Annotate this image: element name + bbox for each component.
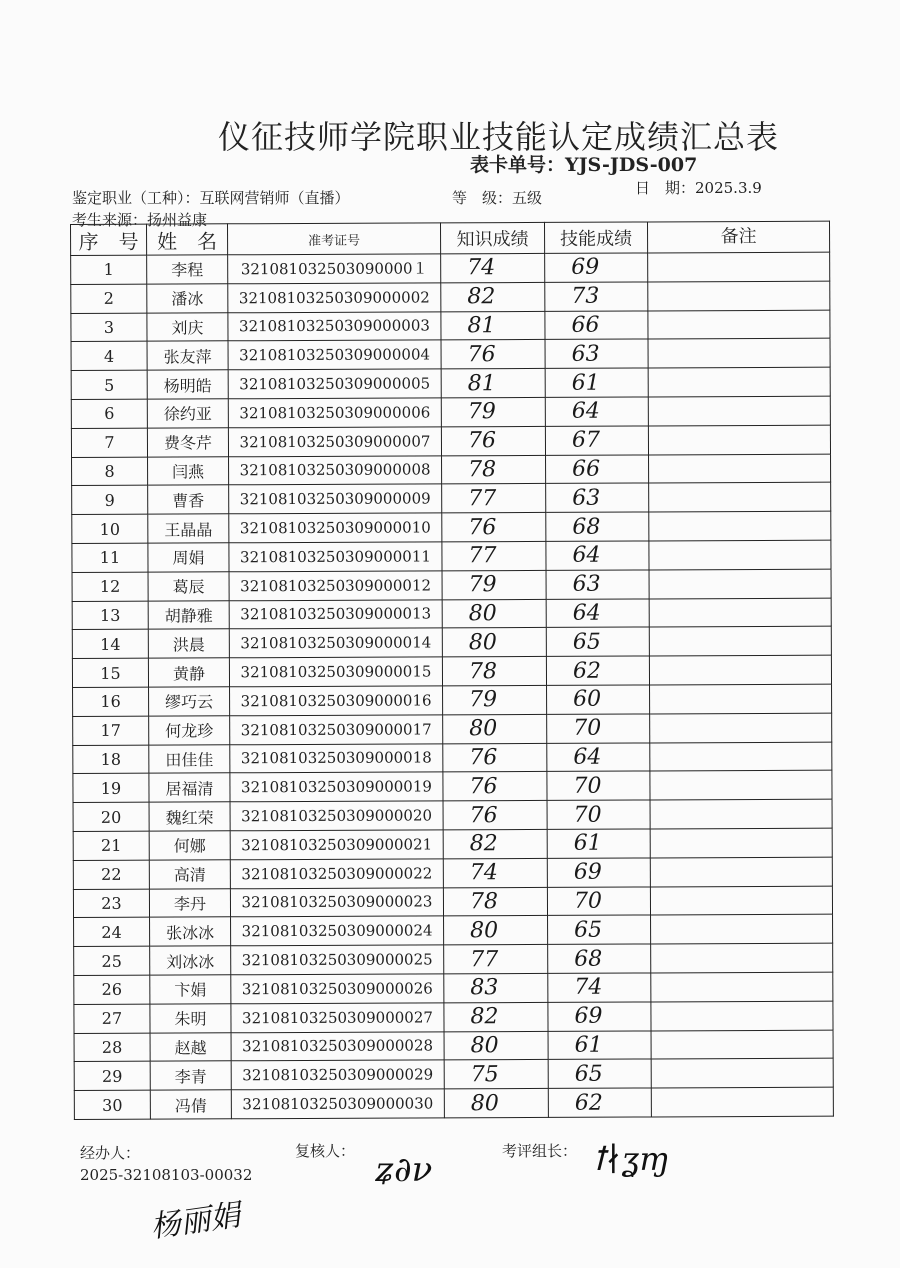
handler-signature: 杨丽娟 xyxy=(148,1197,243,1246)
row-remark xyxy=(651,943,833,973)
header-knowledge: 知识成绩 xyxy=(440,222,544,253)
row-skill-score: 62 xyxy=(548,1088,651,1117)
row-remark xyxy=(650,799,832,829)
row-exam-id: 32108103250309000027 xyxy=(231,1003,444,1033)
row-exam-id: 32108103250309000017 xyxy=(230,715,443,745)
row-skill-score: 65 xyxy=(548,1059,651,1088)
row-skill-score: 68 xyxy=(546,512,649,541)
row-knowledge-score: 76 xyxy=(443,772,547,801)
leader-label: 考评组长： xyxy=(502,1142,578,1160)
row-no: 7 xyxy=(71,428,147,457)
row-exam-id: 32108103250309000024 xyxy=(231,916,444,946)
table-row xyxy=(74,1030,833,1062)
row-skill-score: 63 xyxy=(545,339,648,368)
row-name: 费冬芹 xyxy=(147,428,228,457)
row-no: 28 xyxy=(74,1033,150,1062)
row-no: 24 xyxy=(74,917,150,946)
document-title: 仪征技师学院职业技能认定成绩汇总表 xyxy=(218,118,780,156)
table-row xyxy=(71,339,830,371)
row-skill-score: 66 xyxy=(545,311,648,340)
row-remark xyxy=(650,742,832,772)
row-no: 12 xyxy=(72,572,148,601)
row-skill-score: 66 xyxy=(546,455,649,484)
reviewer-label: 复核人： xyxy=(295,1142,356,1160)
row-skill-score: 63 xyxy=(546,570,649,599)
table-row xyxy=(73,799,832,831)
table-row xyxy=(71,396,830,428)
row-exam-id: 32108103250309000025 xyxy=(231,945,444,975)
row-remark xyxy=(648,252,830,282)
row-name: 冯倩 xyxy=(150,1090,231,1119)
table-row xyxy=(72,627,831,659)
row-remark xyxy=(648,281,830,311)
row-knowledge-score: 77 xyxy=(444,945,548,974)
row-no: 27 xyxy=(74,1004,150,1033)
row-remark xyxy=(650,886,832,916)
header-name: 姓 名 xyxy=(147,224,228,255)
row-remark xyxy=(648,339,830,369)
row-skill-score: 69 xyxy=(547,858,650,887)
table-row xyxy=(74,1087,833,1119)
row-name: 缪巧云 xyxy=(149,687,230,716)
row-knowledge-score: 79 xyxy=(442,570,546,599)
row-skill-score: 69 xyxy=(548,1002,651,1031)
row-remark xyxy=(650,713,832,743)
row-no: 10 xyxy=(72,514,148,543)
row-name: 田佳佳 xyxy=(149,744,230,773)
row-name: 潘冰 xyxy=(147,284,228,313)
row-skill-score: 64 xyxy=(547,743,650,772)
row-name: 王晶晶 xyxy=(148,514,229,543)
row-exam-id: 32108103250309000011 xyxy=(229,542,442,572)
row-remark xyxy=(651,1030,833,1060)
row-name: 闫燕 xyxy=(148,456,229,485)
row-knowledge-score: 80 xyxy=(444,1031,548,1060)
row-name: 张冰冰 xyxy=(150,917,231,946)
row-knowledge-score: 82 xyxy=(441,282,545,311)
row-skill-score: 70 xyxy=(547,800,650,829)
row-name: 居福清 xyxy=(149,773,230,802)
row-knowledge-score: 78 xyxy=(442,657,546,686)
row-name: 李丹 xyxy=(149,888,230,917)
table-row xyxy=(71,281,830,313)
row-name: 李程 xyxy=(147,255,228,284)
row-name: 黄静 xyxy=(148,658,229,687)
row-no: 17 xyxy=(73,716,149,745)
row-knowledge-score: 83 xyxy=(444,973,548,1002)
row-name: 曹香 xyxy=(148,485,229,514)
row-knowledge-score: 74 xyxy=(443,858,547,887)
table-row xyxy=(72,655,831,687)
occupation: 鉴定职业（工种）：互联网营销师（直播） xyxy=(72,189,350,207)
row-knowledge-score: 79 xyxy=(443,685,547,714)
row-knowledge-score: 80 xyxy=(444,1089,548,1118)
row-no: 11 xyxy=(72,543,148,572)
header-skill: 技能成绩 xyxy=(544,222,647,253)
row-remark xyxy=(651,972,833,1002)
row-no: 20 xyxy=(73,802,149,831)
row-exam-id: 32108103250309000005 xyxy=(228,369,441,399)
row-exam-id: 32108103250309000015 xyxy=(229,657,442,687)
row-no: 16 xyxy=(73,687,149,716)
row-name: 卞娟 xyxy=(150,975,231,1004)
row-knowledge-score: 80 xyxy=(443,714,547,743)
date: 日 期：2025.3.9 xyxy=(635,179,762,197)
row-exam-id: 32108103250309000030 xyxy=(231,1089,444,1119)
table-row xyxy=(72,569,831,601)
header-id: 准考证号 xyxy=(228,223,441,255)
row-no: 14 xyxy=(72,630,148,659)
row-no: 4 xyxy=(71,342,147,371)
row-remark xyxy=(649,655,831,685)
row-knowledge-score: 74 xyxy=(441,253,545,282)
table-row xyxy=(73,828,832,860)
row-exam-id: 32108103250309000016 xyxy=(230,686,443,716)
row-remark xyxy=(648,425,830,455)
row-remark xyxy=(649,627,831,657)
row-skill-score: 64 xyxy=(546,599,649,628)
row-name: 刘庆 xyxy=(147,312,228,341)
row-no: 6 xyxy=(71,399,147,428)
row-remark xyxy=(649,483,831,513)
row-remark xyxy=(649,454,831,484)
row-knowledge-score: 76 xyxy=(441,340,545,369)
row-knowledge-score: 81 xyxy=(441,311,545,340)
row-name: 魏红荣 xyxy=(149,802,230,831)
row-knowledge-score: 81 xyxy=(441,369,545,398)
row-skill-score: 60 xyxy=(547,685,650,714)
row-name: 何龙珍 xyxy=(149,716,230,745)
row-remark xyxy=(649,511,831,541)
row-no: 5 xyxy=(71,370,147,399)
table-row xyxy=(74,915,833,947)
row-name: 张友萍 xyxy=(147,341,228,370)
table-row xyxy=(71,252,830,284)
row-knowledge-score: 76 xyxy=(441,426,545,455)
row-skill-score: 61 xyxy=(547,829,650,858)
row-no: 29 xyxy=(74,1061,150,1090)
row-skill-score: 63 xyxy=(546,483,649,512)
candidate-source: 考生来源：扬州益康 xyxy=(72,211,208,229)
row-skill-score: 65 xyxy=(548,915,651,944)
row-skill-score: 70 xyxy=(547,887,650,916)
row-no: 30 xyxy=(74,1090,150,1119)
row-no: 21 xyxy=(73,831,149,860)
row-exam-id: 32108103250309000029 xyxy=(231,1060,444,1090)
row-no: 1 xyxy=(71,255,147,284)
row-exam-id: 32108103250309000003 xyxy=(228,311,441,341)
row-knowledge-score: 79 xyxy=(441,397,545,426)
table-row xyxy=(74,972,833,1004)
row-remark xyxy=(651,1058,833,1088)
row-exam-id: 32108103250309000018 xyxy=(230,743,443,773)
row-knowledge-score: 76 xyxy=(443,801,547,830)
table-row xyxy=(73,771,832,803)
row-remark xyxy=(651,1087,833,1117)
row-remark xyxy=(650,857,832,887)
row-exam-id: 32108103250309000002 xyxy=(228,283,441,313)
row-remark xyxy=(650,684,832,714)
row-skill-score: 69 xyxy=(545,253,648,282)
row-remark xyxy=(648,396,830,426)
row-name: 周娟 xyxy=(148,543,229,572)
row-no: 3 xyxy=(71,313,147,342)
row-exam-id: 32108103250309000020 xyxy=(230,801,443,831)
row-remark xyxy=(648,367,830,397)
row-knowledge-score: 76 xyxy=(443,743,547,772)
row-exam-id: 321081032503090000１ xyxy=(228,254,441,284)
row-skill-score: 62 xyxy=(546,656,649,685)
row-name: 高清 xyxy=(149,860,230,889)
table-row xyxy=(74,1001,833,1033)
row-no: 26 xyxy=(74,975,150,1004)
table-row xyxy=(72,598,831,630)
row-name: 赵越 xyxy=(150,1032,231,1061)
row-remark xyxy=(650,828,832,858)
row-exam-id: 32108103250309000023 xyxy=(230,887,443,917)
row-no: 8 xyxy=(72,457,148,486)
row-skill-score: 68 xyxy=(548,944,651,973)
row-exam-id: 32108103250309000009 xyxy=(229,484,442,514)
handler-label: 经办人： xyxy=(80,1144,141,1162)
row-skill-score: 70 xyxy=(547,714,650,743)
row-name: 胡静雅 xyxy=(148,600,229,629)
row-name: 洪晨 xyxy=(148,629,229,658)
row-knowledge-score: 76 xyxy=(442,513,546,542)
table-row xyxy=(73,713,832,745)
row-skill-score: 67 xyxy=(545,426,648,455)
table-row xyxy=(73,742,832,774)
row-exam-id: 32108103250309000006 xyxy=(228,398,441,428)
row-no: 22 xyxy=(73,860,149,889)
row-exam-id: 32108103250309000019 xyxy=(230,772,443,802)
row-name: 何娜 xyxy=(149,831,230,860)
table-row xyxy=(71,367,830,399)
row-remark xyxy=(649,598,831,628)
table-row xyxy=(73,886,832,918)
row-no: 2 xyxy=(71,284,147,313)
table-row xyxy=(72,454,831,486)
table-row xyxy=(74,1058,833,1090)
row-name: 刘冰冰 xyxy=(150,946,231,975)
header-no: 序 号 xyxy=(71,224,147,255)
row-exam-id: 32108103250309000014 xyxy=(229,628,442,658)
footer-code: 2025-32108103-00032 xyxy=(80,1166,253,1184)
card-number: 表卡单号：YJS-JDS-007 xyxy=(470,154,698,176)
row-name: 徐约亚 xyxy=(147,399,228,428)
row-knowledge-score: 80 xyxy=(442,628,546,657)
row-skill-score: 61 xyxy=(545,368,648,397)
row-knowledge-score: 82 xyxy=(444,1002,548,1031)
table-row xyxy=(71,425,830,457)
row-exam-id: 32108103250309000010 xyxy=(229,513,442,543)
row-exam-id: 32108103250309000004 xyxy=(228,340,441,370)
row-no: 25 xyxy=(74,946,150,975)
row-exam-id: 32108103250309000012 xyxy=(229,571,442,601)
row-name: 杨明皓 xyxy=(147,370,228,399)
row-skill-score: 64 xyxy=(546,541,649,570)
row-remark xyxy=(649,569,831,599)
row-no: 19 xyxy=(73,774,149,803)
row-remark xyxy=(650,771,832,801)
row-skill-score: 61 xyxy=(548,1030,651,1059)
row-knowledge-score: 75 xyxy=(444,1060,548,1089)
row-remark xyxy=(651,1001,833,1031)
row-skill-score: 70 xyxy=(547,771,650,800)
row-remark xyxy=(651,915,833,945)
reviewer-signature: ʑ∂ν xyxy=(375,1150,433,1190)
row-exam-id: 32108103250309000021 xyxy=(230,830,443,860)
row-knowledge-score: 78 xyxy=(442,455,546,484)
row-exam-id: 32108103250309000026 xyxy=(231,974,444,1004)
row-knowledge-score: 82 xyxy=(443,829,547,858)
row-knowledge-score: 77 xyxy=(442,541,546,570)
row-knowledge-score: 80 xyxy=(442,599,546,628)
row-name: 葛辰 xyxy=(148,572,229,601)
row-exam-id: 32108103250309000007 xyxy=(228,427,441,457)
row-exam-id: 32108103250309000008 xyxy=(229,455,442,485)
row-name: 李青 xyxy=(150,1061,231,1090)
table-row xyxy=(74,943,833,975)
leader-signature: ꝉ∤ʓɱ xyxy=(592,1140,670,1178)
row-skill-score: 73 xyxy=(545,282,648,311)
table-row xyxy=(73,684,832,716)
row-remark xyxy=(649,540,831,570)
row-skill-score: 74 xyxy=(548,973,651,1002)
row-no: 15 xyxy=(72,658,148,687)
row-no: 9 xyxy=(72,486,148,515)
row-exam-id: 32108103250309000028 xyxy=(231,1031,444,1061)
table-row xyxy=(72,540,831,572)
table-row xyxy=(72,483,831,515)
table-row xyxy=(72,511,831,543)
row-knowledge-score: 80 xyxy=(444,916,548,945)
row-no: 23 xyxy=(73,889,149,918)
scores-table xyxy=(70,221,834,1120)
row-skill-score: 64 xyxy=(545,397,648,426)
table-row xyxy=(71,310,830,342)
row-no: 13 xyxy=(72,601,148,630)
header-remark: 备注 xyxy=(647,221,829,253)
level: 等 级：五级 xyxy=(452,189,543,207)
row-exam-id: 32108103250309000013 xyxy=(229,599,442,629)
row-knowledge-score: 78 xyxy=(443,887,547,916)
row-knowledge-score: 77 xyxy=(442,484,546,513)
table-row xyxy=(73,857,832,889)
row-skill-score: 65 xyxy=(546,627,649,656)
row-name: 朱明 xyxy=(150,1004,231,1033)
table-header-row xyxy=(71,221,830,255)
row-remark xyxy=(648,310,830,340)
row-no: 18 xyxy=(73,745,149,774)
row-exam-id: 32108103250309000022 xyxy=(230,859,443,889)
